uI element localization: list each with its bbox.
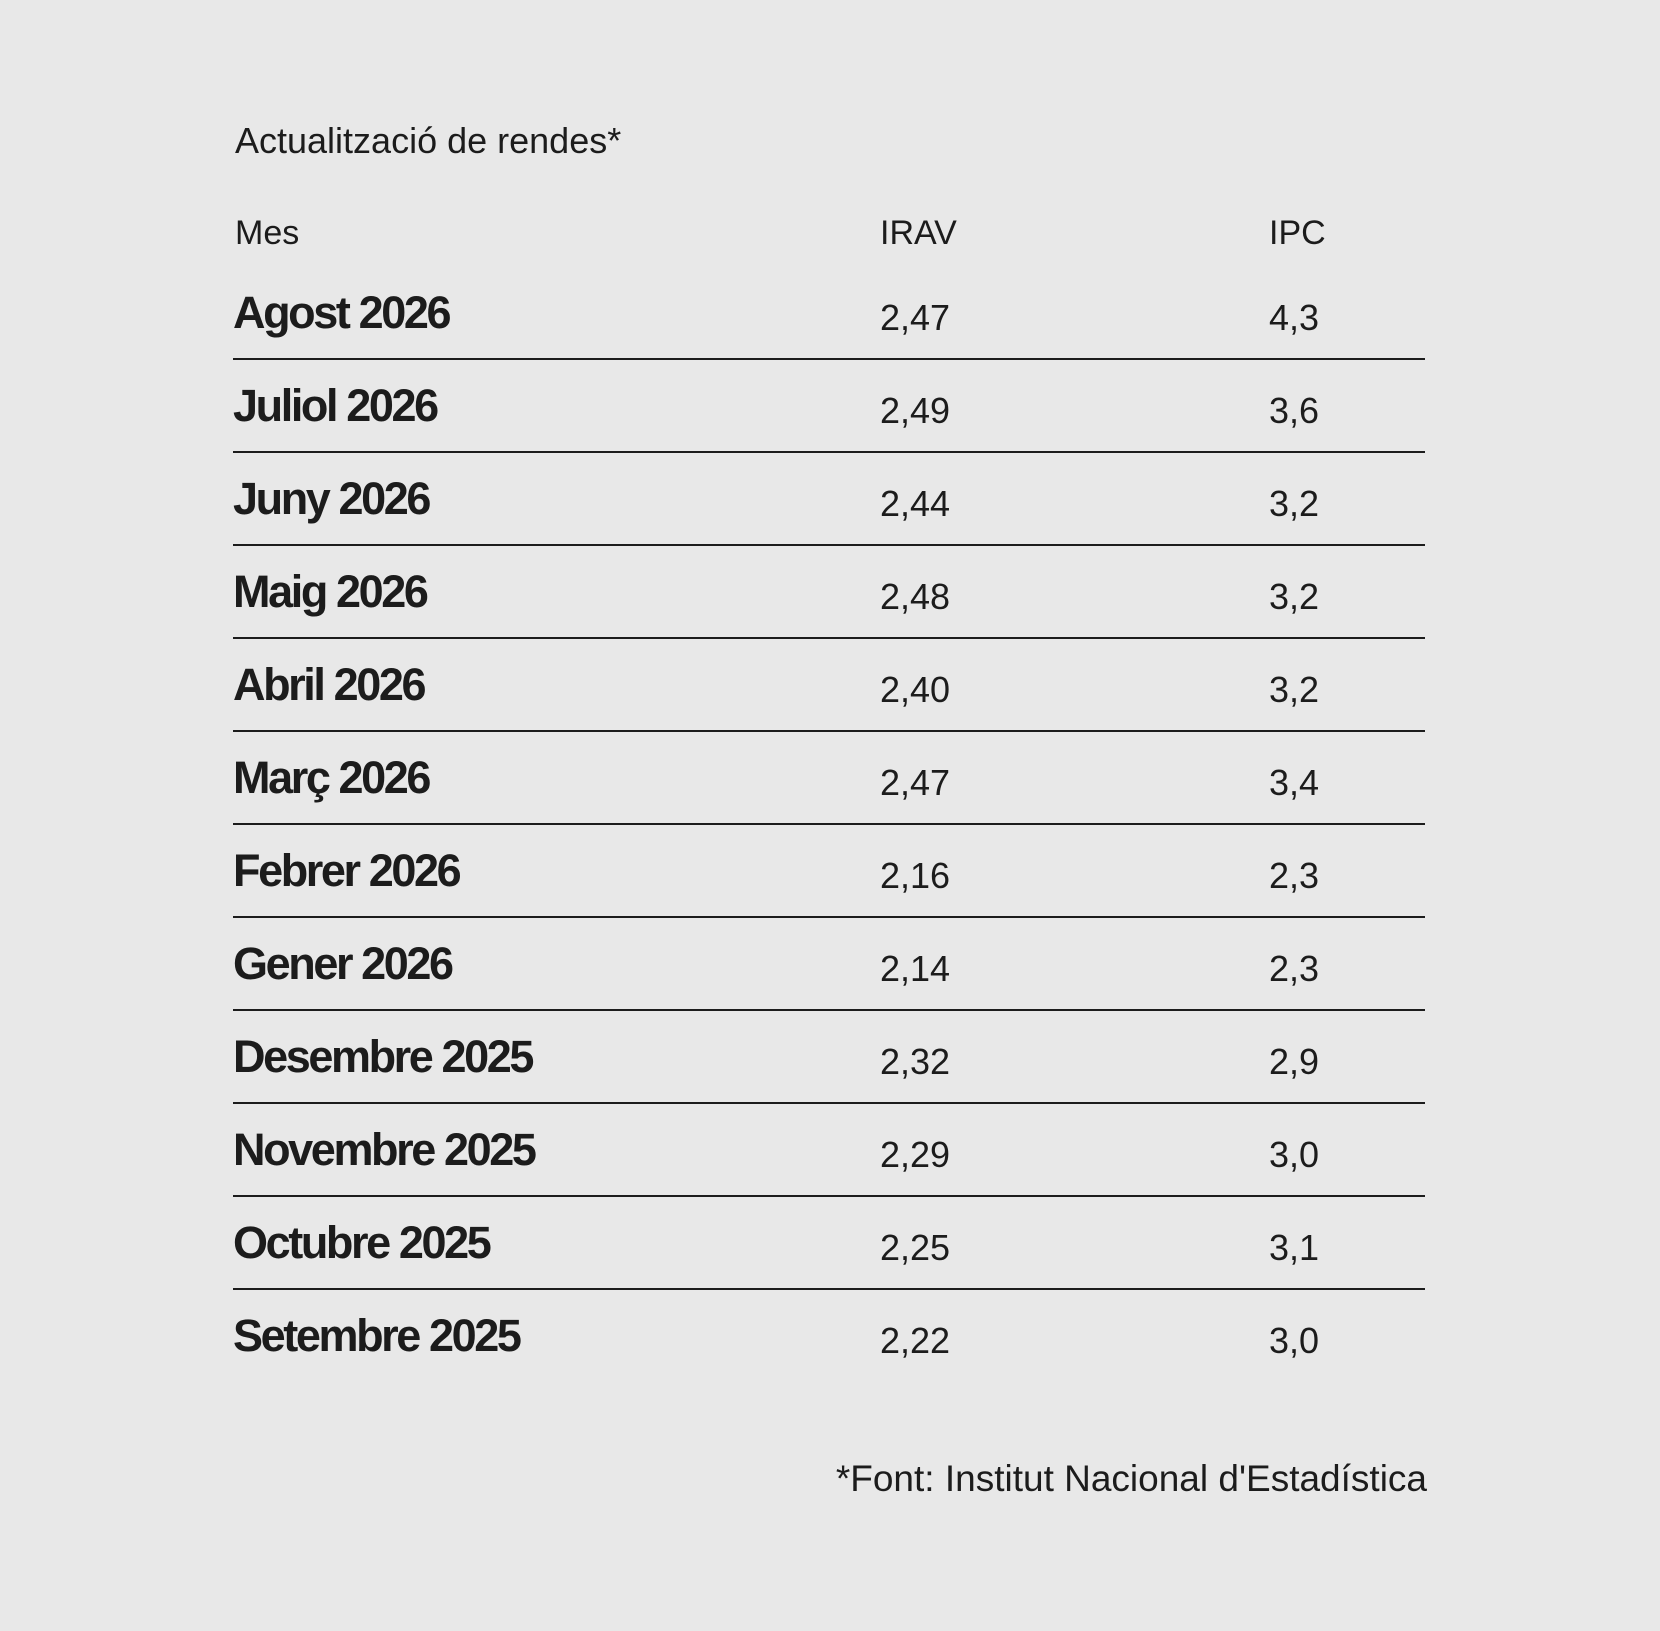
row-ipc: 3,4 bbox=[1269, 762, 1320, 803]
row-ipc: 3,2 bbox=[1269, 576, 1320, 617]
column-header-ipc: IPC bbox=[1269, 214, 1326, 252]
table-title: Actualització de rendes* bbox=[235, 120, 622, 161]
row-ipc: 2,9 bbox=[1269, 1041, 1320, 1082]
table-row bbox=[233, 639, 1425, 732]
table-row bbox=[233, 1197, 1425, 1290]
row-irav: 2,14 bbox=[880, 948, 951, 989]
table-row bbox=[233, 546, 1425, 639]
row-ipc: 3,0 bbox=[1269, 1134, 1320, 1175]
row-irav: 2,22 bbox=[880, 1320, 951, 1361]
row-irav: 2,47 bbox=[880, 762, 951, 803]
row-month: Març 2026 bbox=[233, 752, 430, 803]
table-row bbox=[233, 732, 1425, 825]
table-row bbox=[233, 918, 1425, 1011]
row-irav: 2,48 bbox=[880, 576, 951, 617]
row-month: Abril 2026 bbox=[233, 659, 425, 710]
table-row bbox=[233, 1011, 1425, 1104]
table-row bbox=[233, 267, 1425, 360]
table-row bbox=[233, 453, 1425, 546]
row-ipc: 3,6 bbox=[1269, 390, 1320, 431]
table-header bbox=[235, 214, 1425, 262]
row-ipc: 3,0 bbox=[1269, 1320, 1320, 1361]
row-month: Juny 2026 bbox=[233, 473, 430, 524]
row-irav: 2,25 bbox=[880, 1227, 951, 1268]
row-irav: 2,29 bbox=[880, 1134, 951, 1175]
row-ipc: 3,2 bbox=[1269, 483, 1320, 524]
table-body bbox=[233, 267, 1425, 1383]
row-month: Setembre 2025 bbox=[233, 1310, 520, 1361]
row-irav: 2,47 bbox=[880, 297, 951, 338]
row-ipc: 2,3 bbox=[1269, 948, 1320, 989]
row-month: Juliol 2026 bbox=[233, 380, 437, 431]
row-ipc: 3,1 bbox=[1269, 1227, 1320, 1268]
table-row bbox=[233, 1290, 1425, 1383]
row-month: Novembre 2025 bbox=[233, 1124, 535, 1175]
source-footnote: *Font: Institut Nacional d'Estadística bbox=[835, 1458, 1427, 1499]
row-ipc: 4,3 bbox=[1269, 297, 1320, 338]
row-irav: 2,32 bbox=[880, 1041, 951, 1082]
table-row bbox=[233, 825, 1425, 918]
table-row bbox=[233, 1104, 1425, 1197]
row-month: Maig 2026 bbox=[233, 566, 427, 617]
row-ipc: 2,3 bbox=[1269, 855, 1320, 896]
column-header-irav: IRAV bbox=[880, 214, 957, 252]
row-month: Desembre 2025 bbox=[233, 1031, 533, 1082]
row-irav: 2,44 bbox=[880, 483, 951, 524]
row-month: Agost 2026 bbox=[233, 287, 450, 338]
column-header-month: Mes bbox=[235, 214, 300, 252]
row-irav: 2,49 bbox=[880, 390, 951, 431]
row-irav: 2,16 bbox=[880, 855, 951, 896]
row-month: Febrer 2026 bbox=[233, 845, 460, 896]
row-month: Gener 2026 bbox=[233, 938, 452, 989]
table-row bbox=[233, 360, 1425, 453]
row-ipc: 3,2 bbox=[1269, 669, 1320, 710]
row-month: Octubre 2025 bbox=[233, 1217, 490, 1268]
row-irav: 2,40 bbox=[880, 669, 951, 710]
